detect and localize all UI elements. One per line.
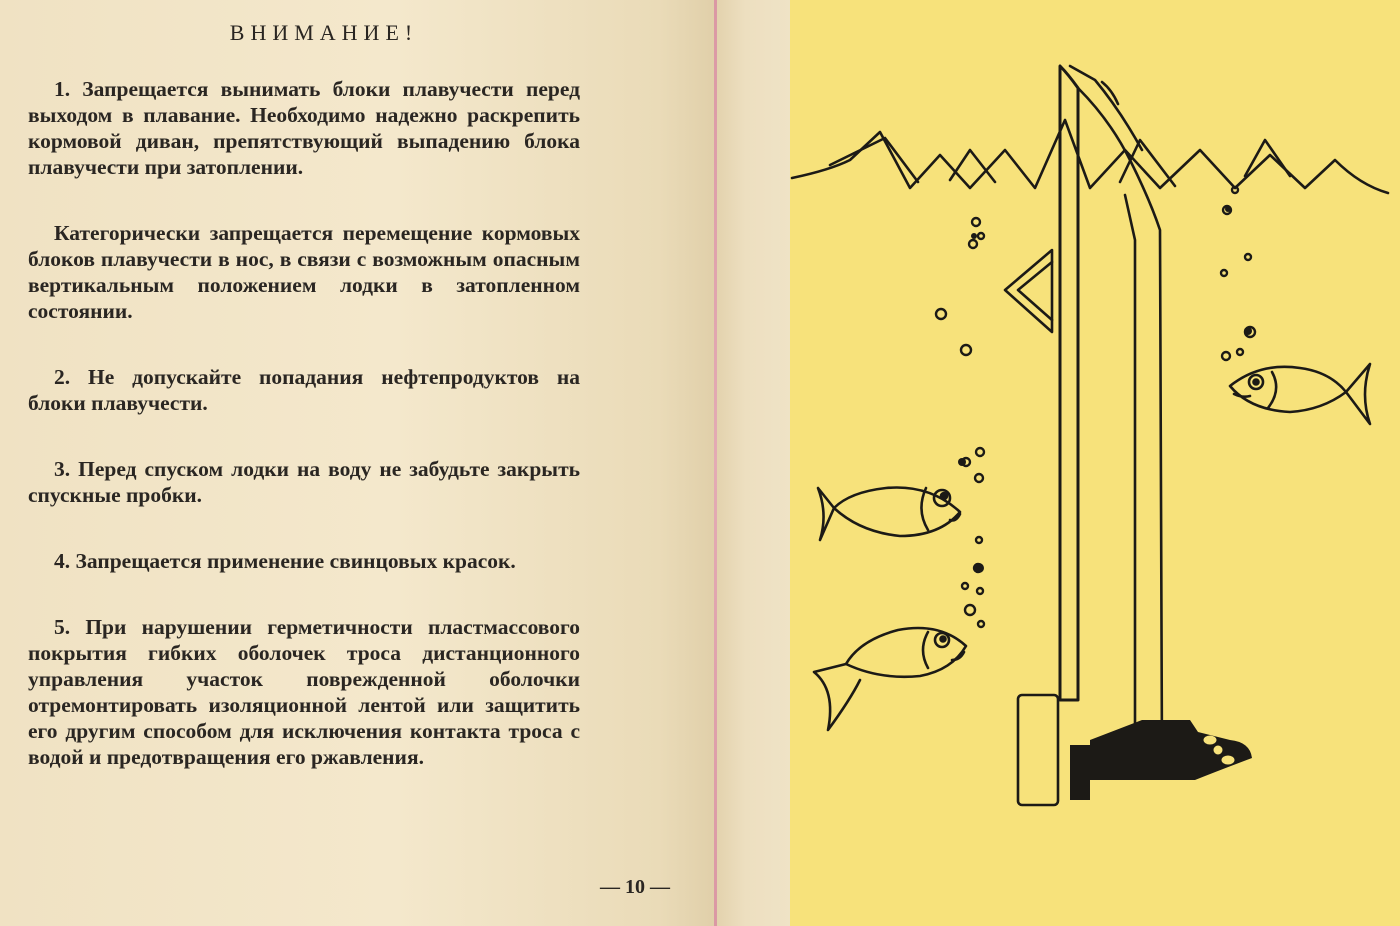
bubbles bbox=[936, 187, 1255, 627]
warning-heading: ВНИМАНИЕ! bbox=[229, 20, 419, 45]
sinking-boat-illustration bbox=[790, 0, 1400, 926]
paragraph-2: 2. Не допускайте попадания нефтепродуктов на блоки плавучести. bbox=[28, 365, 580, 415]
page-edge-line bbox=[714, 0, 717, 926]
outboard-motor bbox=[1070, 720, 1252, 800]
book-gutter bbox=[716, 0, 790, 926]
right-page bbox=[790, 0, 1400, 926]
paragraph-1: 1. Запрещается вынимать блоки плавучести перед выходом в плавание. Необходимо надежно раскрепить кормовой диван, препятствующий выпадению блока плавучести при затоплении. bbox=[28, 77, 580, 179]
filled-bubbles bbox=[958, 206, 1252, 573]
paragraph-5: 5. При нарушении герметичности пластмассового покрытия гибких оболочек троса дистанционного управления участок поврежденной оболочки отремонтировать изоляционной лентой или защитить его другим способом для исключения контакта троса с водой и предотвращения его ржавления. bbox=[28, 615, 580, 769]
paragraph-4: 4. Запрещается применение свинцовых красок. bbox=[54, 549, 516, 573]
boat-hull bbox=[1005, 66, 1162, 805]
paragraph-categorically: Категорически запрещается перемещение кормовых блоков плавучести в нос, в связи с возможным опасным вертикальным положением лодки в затопленном состоянии. bbox=[28, 221, 580, 323]
boat-windshield bbox=[1005, 250, 1052, 332]
water-waves bbox=[792, 120, 1388, 193]
fish-right bbox=[1230, 364, 1370, 424]
fish-middle bbox=[818, 488, 960, 541]
boat-transom bbox=[1018, 695, 1058, 805]
warning-text-column bbox=[28, 20, 580, 770]
page-number: — 10 — bbox=[600, 876, 670, 898]
fish-lower bbox=[814, 628, 966, 730]
paragraph-3: 3. Перед спуском лодки на воду не забудьте закрыть спускные пробки. bbox=[28, 457, 580, 507]
